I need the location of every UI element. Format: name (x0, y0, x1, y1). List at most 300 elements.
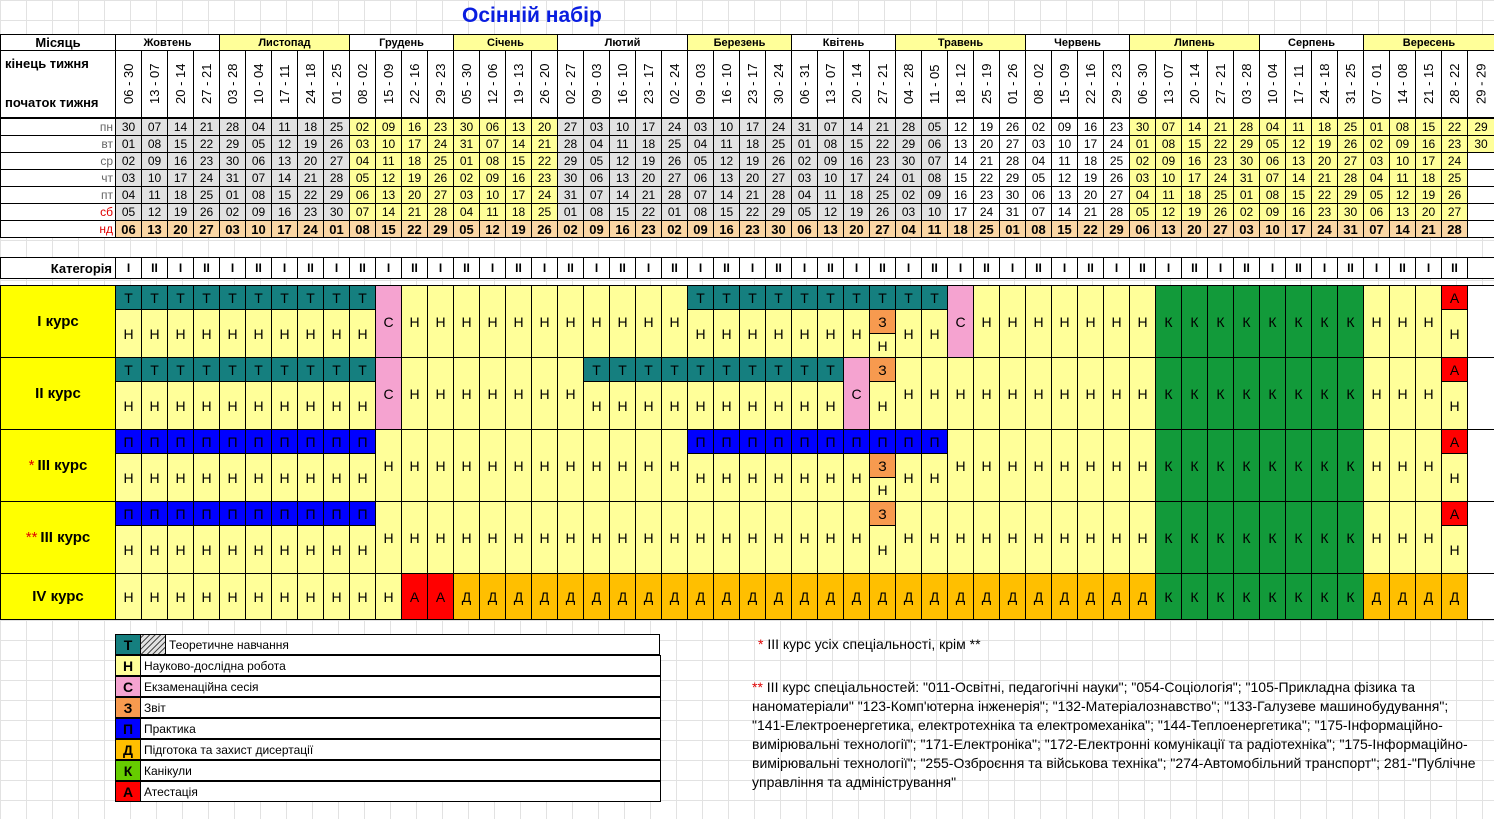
day-cell: 18 (843, 186, 870, 204)
note-double-star-text: ІІІ курс спеціальностей: "011-Освітні, педагогічні науки"; "054-Соціологія"; "105-Прикладна фізика та наноматеріали" "123-Комп'ютерна інженерія"; "132-Матеріалознавство"; "133-Галузеве машинобудування"; "141-Електроенергетика, електротехніка та електромеханіка"; "144-Теплоенергетика"; "175-Інформаційно-вимірювальні технології"; "171-Електроніка"; "172-Електронні комунікації та радіотехніка"; "175-Інформаційно-вимірювальні технології"; "255-Озброєння та військова техніка"; "274-Автомобільний транспорт"; 281-"Публічне управління та адміністрування" (752, 679, 1476, 790)
day-cell: 15 (167, 135, 194, 153)
course-cell-top: П (921, 429, 948, 454)
day-cell: 11 (271, 118, 298, 136)
course-cell: К (1155, 429, 1182, 502)
course-cell-bottom: Н (115, 381, 142, 430)
course-cell: Д (1441, 573, 1468, 620)
course-cell: К (1233, 573, 1260, 620)
day-cell: 03 (791, 169, 818, 187)
course-cell: Н (843, 501, 870, 574)
course-cell: Д (765, 573, 792, 620)
day-cell: 05 (1259, 135, 1286, 153)
day-cell: 26 (1337, 135, 1364, 153)
category-cell: II (1181, 257, 1208, 279)
course-cell: А (401, 573, 428, 620)
day-cell: 08 (921, 169, 948, 187)
course-cell-bottom: Н (349, 453, 376, 502)
week-range: 16 - 10 (713, 50, 740, 118)
day-cell: 15 (505, 152, 532, 170)
course-cell-bottom: Н (219, 381, 246, 430)
day-cell: 13 (609, 169, 636, 187)
course-cell: Д (505, 573, 532, 620)
week-range: 10 - 04 (245, 50, 272, 118)
category-cell: II (193, 257, 220, 279)
day-cell: 26 (531, 220, 558, 238)
day-cell: 03 (687, 118, 714, 136)
week-range: 20 - 14 (1181, 50, 1208, 118)
legend-row (115, 655, 661, 676)
course-cell-bottom: Н (791, 309, 818, 358)
course-name: II курс (35, 385, 81, 402)
course-cell-bottom: Н (297, 309, 324, 358)
legend-text: Практика (140, 718, 661, 739)
day-cell: 30 (453, 118, 480, 136)
day-cell: 19 (739, 152, 766, 170)
day-cell: 27 (1103, 186, 1130, 204)
course-cell-bottom: Н (739, 309, 766, 358)
legend-text: Екзаменаційна сесія (140, 676, 661, 697)
course-cell-bottom: Н (895, 309, 922, 358)
course-cell: Н (1051, 285, 1078, 358)
course-cell: Н (479, 357, 506, 430)
course-cell-top: Т (297, 357, 324, 382)
legend-row (115, 676, 661, 697)
course-cell: Н (115, 573, 142, 620)
week-range: 24 - 18 (297, 50, 324, 118)
course-cell: Н (973, 285, 1000, 358)
day-cell: 07 (141, 118, 168, 136)
day-cell: 02 (791, 152, 818, 170)
course-cell: К (1285, 573, 1312, 620)
course-cell: Д (791, 573, 818, 620)
day-cell: 17 (271, 220, 298, 238)
day-cell: 01 (557, 203, 584, 221)
course-cell: Н (297, 573, 324, 620)
month-header: Листопад (219, 34, 350, 51)
category-cell: I (323, 257, 350, 279)
page-title: Осінній набір (462, 4, 602, 27)
day-cell: 26 (999, 118, 1026, 136)
legend (115, 634, 661, 802)
category-cell: II (765, 257, 792, 279)
course-cell: Н (609, 429, 636, 502)
course-cell: К (1259, 285, 1286, 358)
course-cell: Д (453, 573, 480, 620)
course-cell: Н (557, 285, 584, 358)
course-cell-top: Т (713, 357, 740, 382)
day-cell: 25 (427, 152, 454, 170)
course-cell: С (947, 285, 974, 358)
day-cell: 04 (1363, 169, 1390, 187)
course-cell-bottom: Н (323, 309, 350, 358)
course-cell: Н (1415, 357, 1442, 430)
day-cell: 13 (947, 135, 974, 153)
course-cell-top: Т (141, 357, 168, 382)
legend-swatch: Д (115, 739, 141, 760)
course-cell-bottom: Н (271, 381, 298, 430)
category-cell: I (167, 257, 194, 279)
course-cell: Н (583, 429, 610, 502)
note-double-star (752, 678, 1482, 792)
course-cell-top: П (843, 429, 870, 454)
day-cell: 16 (1415, 135, 1442, 153)
course-cell: Н (1129, 357, 1156, 430)
course-cell: Д (973, 573, 1000, 620)
week-range: 06 - 30 (1129, 50, 1156, 118)
day-cell: 14 (713, 186, 740, 204)
day-cell: 04 (245, 118, 272, 136)
day-cell: 29 (895, 135, 922, 153)
course-cell-bottom: Н (115, 309, 142, 358)
day-cell: 25 (1207, 186, 1234, 204)
course-cell-top: Т (245, 285, 272, 310)
course-cell: Н (427, 285, 454, 358)
course-cell (1467, 429, 1494, 502)
course-cell: Н (1077, 429, 1104, 502)
week-range: 08 - 02 (1025, 50, 1052, 118)
course-cell: Н (1077, 501, 1104, 574)
course-cell-top: Т (167, 357, 194, 382)
week-range: 02 - 27 (557, 50, 584, 118)
day-cell: 13 (1285, 152, 1312, 170)
day-cell: 20 (843, 220, 870, 238)
day-cell: 29 (1337, 186, 1364, 204)
course-cell-top: Т (271, 285, 298, 310)
course-cell-bottom: Н (323, 525, 350, 574)
day-cell: 09 (921, 186, 948, 204)
course-cell: Н (1025, 429, 1052, 502)
day-cell: 02 (219, 203, 246, 221)
day-cell: 18 (739, 135, 766, 153)
day-cell: 15 (713, 203, 740, 221)
day-cell: 22 (1207, 135, 1234, 153)
category-cell: I (1259, 257, 1286, 279)
course-cell (1467, 285, 1494, 358)
category-cell: I (1311, 257, 1338, 279)
week-range: 23 - 17 (739, 50, 766, 118)
course-cell-bottom: Н (271, 453, 298, 502)
course-cell: К (1233, 429, 1260, 502)
day-cell: 31 (791, 118, 818, 136)
day-cell: 25 (973, 220, 1000, 238)
day-cell: 18 (1077, 152, 1104, 170)
day-cell: 24 (1207, 169, 1234, 187)
day-cell: 10 (141, 169, 168, 187)
week-range: 22 - 16 (401, 50, 428, 118)
course-cell: Н (999, 501, 1026, 574)
day-cell: 01 (453, 152, 480, 170)
course-cell: К (1181, 285, 1208, 358)
course-cell: Н (1129, 285, 1156, 358)
course-cell: Н (583, 501, 610, 574)
course-cell-top: Т (349, 357, 376, 382)
category-cell: II (1233, 257, 1260, 279)
day-cell (1467, 186, 1494, 204)
day-cell: 13 (713, 169, 740, 187)
course-cell: Н (323, 573, 350, 620)
day-cell: 04 (1025, 152, 1052, 170)
course-cell: Н (765, 501, 792, 574)
course-cell: Д (479, 573, 506, 620)
day-cell: 11 (1155, 186, 1182, 204)
course-cell-top: Т (843, 285, 870, 310)
course-cell: К (1207, 429, 1234, 502)
day-cell: 01 (1233, 186, 1260, 204)
day-cell: 09 (375, 118, 402, 136)
day-cell: 09 (1051, 118, 1078, 136)
course-cell-top: П (219, 501, 246, 526)
course-cell-top: П (271, 429, 298, 454)
day-cell: 29 (557, 152, 584, 170)
week-range: 27 - 21 (1207, 50, 1234, 118)
course-cell-bottom: Н (713, 381, 740, 430)
course-cell-bottom: Н (817, 309, 844, 358)
day-cell: 23 (193, 152, 220, 170)
day-cell: 19 (973, 118, 1000, 136)
day-cell: 18 (401, 152, 428, 170)
day-cell: 17 (167, 169, 194, 187)
day-cell: 02 (1025, 118, 1052, 136)
category-cell: II (1025, 257, 1052, 279)
course-cell-bottom: Н (921, 453, 948, 502)
day-label: пт (0, 186, 116, 204)
day-cell: 24 (297, 220, 324, 238)
course-cell-top: П (245, 501, 272, 526)
week-range: 06 - 30 (115, 50, 142, 118)
day-cell: 06 (1025, 186, 1052, 204)
course-cell-bottom: Н (817, 381, 844, 430)
course-cell: Д (635, 573, 662, 620)
course-cell-top: П (869, 429, 896, 454)
day-cell: 16 (843, 152, 870, 170)
category-cell: II (505, 257, 532, 279)
day-cell: 20 (167, 220, 194, 238)
course-cell-top: Т (609, 357, 636, 382)
day-cell: 04 (791, 186, 818, 204)
course-cell-bottom: Н (297, 525, 324, 574)
day-label: чт (0, 169, 116, 187)
course-cell: Н (1363, 285, 1390, 358)
day-cell: 15 (947, 169, 974, 187)
day-cell: 21 (1311, 169, 1338, 187)
day-cell: 29 (1467, 118, 1494, 136)
day-cell: 21 (739, 186, 766, 204)
category-cell: I (531, 257, 558, 279)
week-range: 20 - 14 (843, 50, 870, 118)
day-cell: 16 (505, 169, 532, 187)
day-cell: 07 (583, 186, 610, 204)
legend-text: Атестація (140, 781, 661, 802)
day-cell: 31 (219, 169, 246, 187)
course-cell: Н (479, 285, 506, 358)
course-cell-top: Т (921, 285, 948, 310)
day-cell: 29 (219, 135, 246, 153)
course-cell-report: З (869, 309, 896, 334)
week-range: 13 - 07 (817, 50, 844, 118)
category-cell: I (1363, 257, 1390, 279)
course-cell-top: А (1441, 357, 1468, 382)
day-label: нд (0, 220, 116, 238)
day-cell: 22 (1311, 186, 1338, 204)
day-cell: 22 (973, 169, 1000, 187)
category-cell: II (557, 257, 584, 279)
day-cell: 30 (1467, 135, 1494, 153)
course-cell-top: П (245, 429, 272, 454)
course-cell (1467, 573, 1494, 620)
day-cell: 03 (219, 220, 246, 238)
legend-swatch: П (115, 718, 141, 739)
course-cell-top: Т (219, 285, 246, 310)
day-cell: 14 (375, 203, 402, 221)
day-cell: 23 (1441, 135, 1468, 153)
day-cell: 27 (661, 169, 688, 187)
course-cell-top: Т (271, 357, 298, 382)
day-cell: 26 (193, 203, 220, 221)
day-cell: 27 (1337, 152, 1364, 170)
day-cell: 28 (557, 135, 584, 153)
course-cell: Н (1389, 501, 1416, 574)
day-cell: 26 (1207, 203, 1234, 221)
course-cell-top: П (167, 429, 194, 454)
day-cell: 24 (427, 135, 454, 153)
course-cell-report: З (869, 357, 896, 382)
day-cell: 08 (479, 152, 506, 170)
course-cell: К (1311, 357, 1338, 430)
category-cell: I (1415, 257, 1442, 279)
day-cell: 13 (271, 152, 298, 170)
legend-text: Звіт (140, 697, 661, 718)
day-cell: 02 (557, 220, 584, 238)
course-cell: Н (999, 357, 1026, 430)
day-cell: 03 (1363, 152, 1390, 170)
course-cell-top: П (323, 429, 350, 454)
course-cell: К (1285, 285, 1312, 358)
course-cell: Д (1051, 573, 1078, 620)
course-cell-bottom: Н (713, 453, 740, 502)
course-cell: К (1207, 285, 1234, 358)
course-cell: Д (557, 573, 584, 620)
course-cell: Н (1415, 501, 1442, 574)
day-cell: 02 (661, 220, 688, 238)
day-cell: 18 (635, 135, 662, 153)
course-cell-top: Т (635, 357, 662, 382)
day-cell: 24 (1103, 135, 1130, 153)
legend-row (115, 718, 661, 739)
category-cell: II (869, 257, 896, 279)
week-range: 19 - 13 (505, 50, 532, 118)
course-cell-bottom: Н (791, 381, 818, 430)
day-cell: 28 (1103, 203, 1130, 221)
course-cell: Н (1077, 285, 1104, 358)
legend-row (115, 760, 661, 781)
day-cell: 20 (739, 169, 766, 187)
course-cell: Н (1389, 429, 1416, 502)
course-cell: К (1285, 501, 1312, 574)
course-cell-top: П (687, 429, 714, 454)
day-cell: 25 (1337, 118, 1364, 136)
day-cell: 09 (479, 169, 506, 187)
course-cell-top: П (713, 429, 740, 454)
day-cell: 02 (895, 186, 922, 204)
course-cell-bottom: Н (1441, 525, 1468, 574)
legend-text: Науково-дослідна робота (140, 655, 661, 676)
course-cell-bottom: Н (141, 381, 168, 430)
day-cell: 17 (739, 118, 766, 136)
category-cell: II (817, 257, 844, 279)
legend-swatch: З (115, 697, 141, 718)
course-cell: Н (479, 501, 506, 574)
day-cell: 05 (115, 203, 142, 221)
day-cell: 18 (1311, 118, 1338, 136)
course-cell-top: П (739, 429, 766, 454)
day-cell: 12 (141, 203, 168, 221)
day-cell: 28 (999, 152, 1026, 170)
day-cell: 08 (583, 203, 610, 221)
week-range: 18 - 12 (947, 50, 974, 118)
course-cell-top: П (141, 501, 168, 526)
course-cell: К (1337, 501, 1364, 574)
category-cell: I (1103, 257, 1130, 279)
day-cell: 10 (1389, 152, 1416, 170)
week-range: 16 - 10 (609, 50, 636, 118)
course-cell-report: З (869, 453, 896, 478)
course-cell: Д (1025, 573, 1052, 620)
month-header: Липень (1129, 34, 1260, 51)
course-cell-bottom: Н (349, 381, 376, 430)
month-header: Травень (895, 34, 1026, 51)
day-cell: 06 (1259, 152, 1286, 170)
category-cell: II (921, 257, 948, 279)
category-cell: I (479, 257, 506, 279)
course-cell-bottom: Н (713, 309, 740, 358)
day-cell: 17 (1077, 135, 1104, 153)
course-cell: Н (713, 501, 740, 574)
legend-row (115, 697, 661, 718)
course-cell-top: Т (661, 357, 688, 382)
course-cell-top: Т (739, 357, 766, 382)
month-header: Лютий (557, 34, 688, 51)
course-cell: Н (947, 357, 974, 430)
course-cell: Д (843, 573, 870, 620)
course-cell: Н (427, 501, 454, 574)
course-cell-bottom: Н (349, 309, 376, 358)
day-cell: 07 (245, 169, 272, 187)
course-cell: Н (505, 501, 532, 574)
course-cell: Н (245, 573, 272, 620)
day-cell: 05 (791, 203, 818, 221)
course-cell-bottom: Н (193, 309, 220, 358)
day-cell: 02 (1363, 135, 1390, 153)
day-cell: 08 (349, 220, 376, 238)
day-cell: 19 (1415, 186, 1442, 204)
day-cell: 21 (973, 152, 1000, 170)
day-cell: 21 (401, 203, 428, 221)
day-cell: 21 (869, 118, 896, 136)
category-cell: II (1285, 257, 1312, 279)
day-cell: 15 (1415, 118, 1442, 136)
day-cell: 05 (1129, 203, 1156, 221)
week-range: 09 - 03 (583, 50, 610, 118)
course-cell: Н (1415, 285, 1442, 358)
course-cell-top: Т (193, 357, 220, 382)
day-cell: 15 (609, 203, 636, 221)
day-cell: 16 (271, 203, 298, 221)
day-cell: 24 (661, 118, 688, 136)
day-cell: 30 (219, 152, 246, 170)
course-cell: Н (375, 429, 402, 502)
category-cell: I (999, 257, 1026, 279)
day-cell: 13 (141, 220, 168, 238)
